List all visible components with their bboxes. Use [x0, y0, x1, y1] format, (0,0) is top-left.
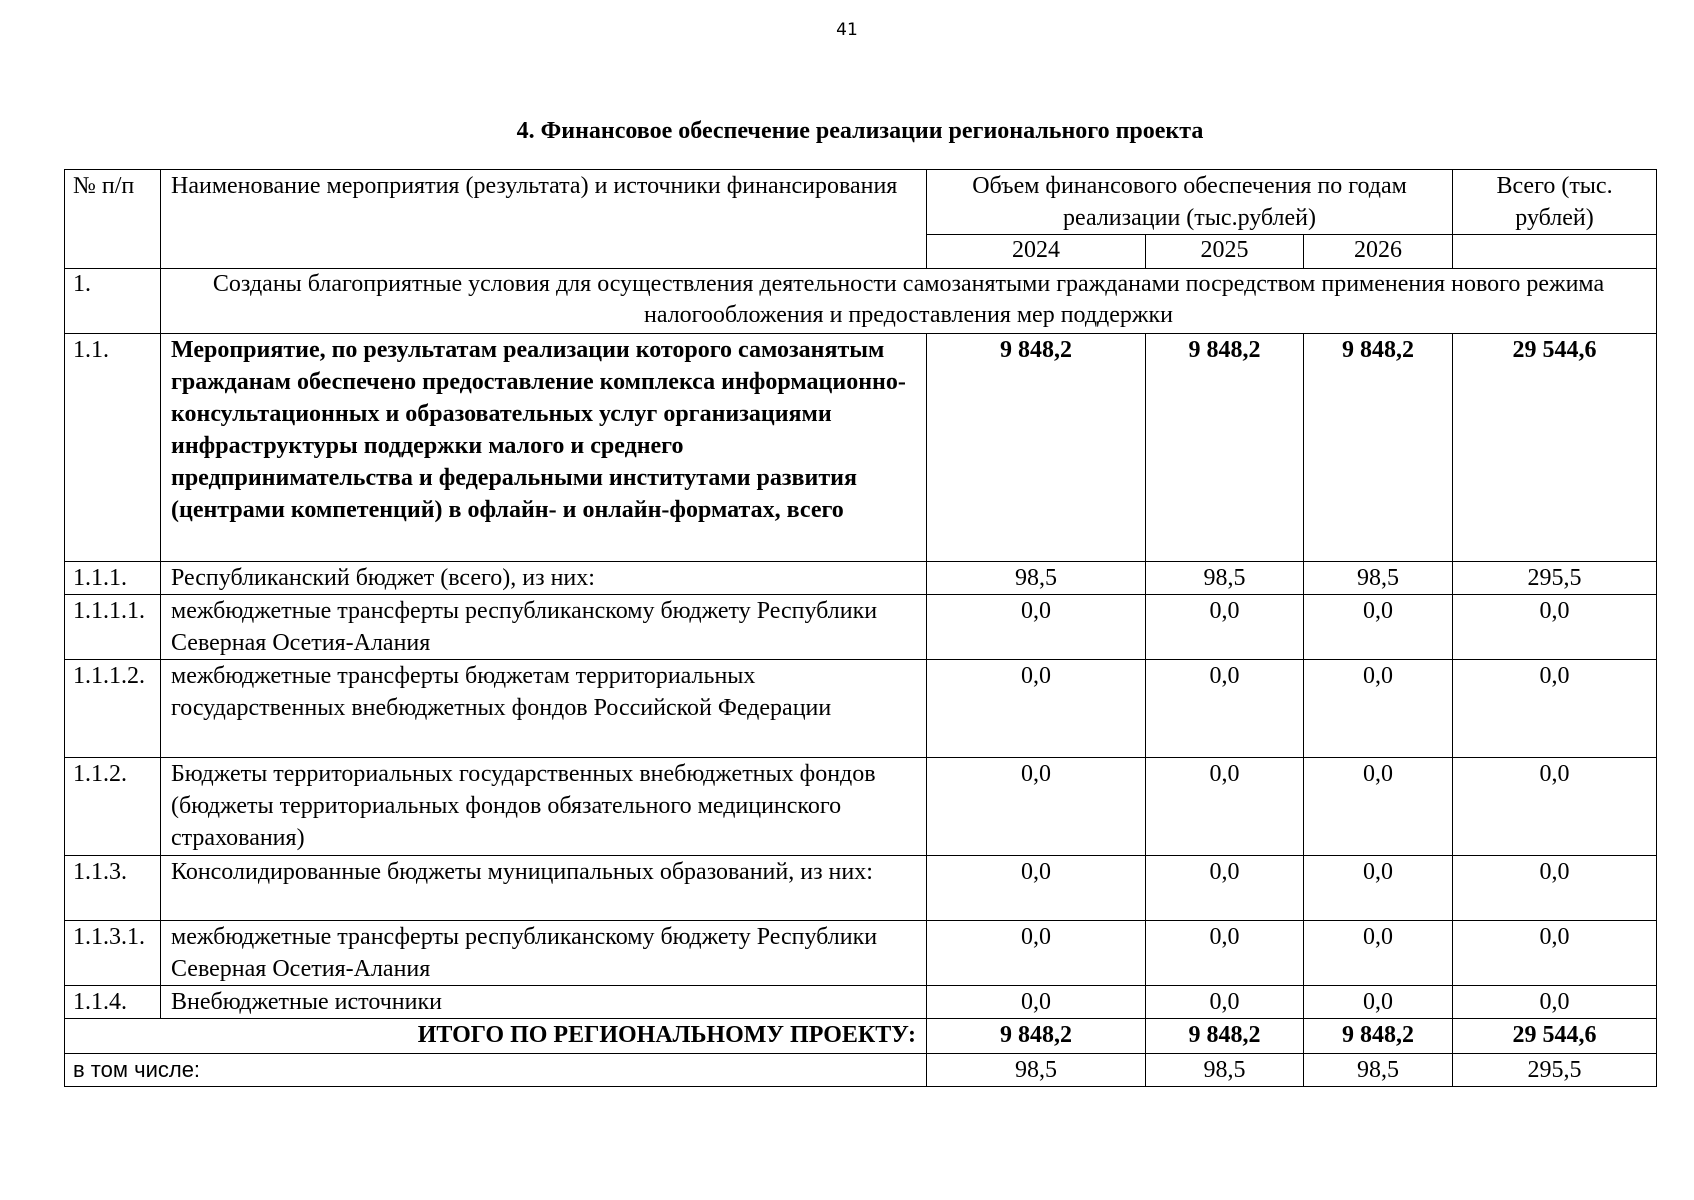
table-row	[65, 921, 1657, 986]
row-value-2024: 0,0	[927, 921, 1146, 986]
header-year-2024: 2024	[927, 235, 1146, 269]
including-value-2024: 98,5	[927, 1054, 1146, 1087]
header-num: № п/п	[65, 170, 161, 269]
header-name: Наименование мероприятия (результата) и источники финансирования	[161, 170, 927, 269]
total-label: ИТОГО ПО РЕГИОНАЛЬНОМУ ПРОЕКТУ:	[65, 1019, 927, 1054]
row-value-2024: 0,0	[927, 758, 1146, 856]
including-row	[65, 1054, 1657, 1087]
total-value-2025: 9 848,2	[1146, 1019, 1304, 1054]
row-value-2024: 9 848,2	[927, 334, 1146, 562]
row-value-2026: 0,0	[1304, 758, 1453, 856]
including-label: в том числе:	[65, 1054, 927, 1087]
row-name: Внебюджетные источники	[161, 986, 927, 1019]
row-num: 1.1.1.2.	[65, 660, 161, 758]
row-name: межбюджетные трансферты бюджетам территориальных государственных внебюджетных фондов Российской Федерации	[161, 660, 927, 758]
row-num: 1.1.1.	[65, 562, 161, 595]
row-num: 1.1.1.1.	[65, 595, 161, 660]
table-row	[65, 856, 1657, 921]
row-value-2025: 0,0	[1146, 856, 1304, 921]
row-name: межбюджетные трансферты республиканскому бюджету Республики Северная Осетия-Алания	[161, 921, 927, 986]
row-name: Мероприятие, по результатам реализации которого самозанятым гражданам обеспечено предоставление комплекса информационно-консультационных и образовательных услуг организациями инфраструктуры поддержки малого и среднего предпринимательства и федеральными институтами развития (центрами компетенций) в офлайн- и онлайн-форматах, всего	[161, 334, 927, 562]
row-value-2025: 9 848,2	[1146, 334, 1304, 562]
row-value-total: 29 544,6	[1453, 334, 1657, 562]
row-value-2024: 0,0	[927, 595, 1146, 660]
page-number: 41	[836, 20, 858, 40]
header-total: Всего (тыс. рублей)	[1453, 170, 1657, 235]
total-row	[65, 1019, 1657, 1054]
row-value-total: 0,0	[1453, 921, 1657, 986]
header-volume: Объем финансового обеспечения по годам реализации (тыс.рублей)	[927, 170, 1453, 235]
row-value-2026: 0,0	[1304, 856, 1453, 921]
table-row	[65, 562, 1657, 595]
section-row	[65, 269, 1657, 334]
row-value-total: 0,0	[1453, 660, 1657, 758]
row-value-2024: 0,0	[927, 856, 1146, 921]
row-num: 1.1.3.1.	[65, 921, 161, 986]
row-value-2025: 0,0	[1146, 986, 1304, 1019]
including-value-2026: 98,5	[1304, 1054, 1453, 1087]
row-name: Республиканский бюджет (всего), из них:	[161, 562, 927, 595]
table-row	[65, 595, 1657, 660]
section-num: 1.	[65, 269, 161, 334]
financing-table	[64, 169, 1657, 1087]
row-value-total: 0,0	[1453, 758, 1657, 856]
including-value-2025: 98,5	[1146, 1054, 1304, 1087]
row-value-2025: 0,0	[1146, 595, 1304, 660]
total-value-2024: 9 848,2	[927, 1019, 1146, 1054]
row-value-2025: 0,0	[1146, 660, 1304, 758]
table-row	[65, 758, 1657, 856]
row-num: 1.1.3.	[65, 856, 161, 921]
row-value-2026: 0,0	[1304, 986, 1453, 1019]
row-value-2024: 98,5	[927, 562, 1146, 595]
header-year-2025: 2025	[1146, 235, 1304, 269]
document-title: 4. Финансовое обеспечение реализации регионального проекта	[516, 118, 1204, 144]
row-num: 1.1.2.	[65, 758, 161, 856]
row-value-2026: 0,0	[1304, 660, 1453, 758]
total-value-total: 29 544,6	[1453, 1019, 1657, 1054]
row-value-2025: 98,5	[1146, 562, 1304, 595]
row-name: межбюджетные трансферты республиканскому бюджету Республики Северная Осетия-Алания	[161, 595, 927, 660]
row-name: Консолидированные бюджеты муниципальных образований, из них:	[161, 856, 927, 921]
row-value-total: 0,0	[1453, 986, 1657, 1019]
row-value-2026: 0,0	[1304, 921, 1453, 986]
row-value-2025: 0,0	[1146, 921, 1304, 986]
row-value-total: 295,5	[1453, 562, 1657, 595]
header-row	[65, 170, 1657, 235]
header-total-empty	[1453, 235, 1657, 269]
total-value-2026: 9 848,2	[1304, 1019, 1453, 1054]
row-num: 1.1.	[65, 334, 161, 562]
section-text: Созданы благоприятные условия для осуществления деятельности самозанятыми гражданами посредством применения нового режима налогообложения и предоставления мер поддержки	[161, 269, 1657, 334]
row-value-2025: 0,0	[1146, 758, 1304, 856]
table-row	[65, 986, 1657, 1019]
header-year-2026: 2026	[1304, 235, 1453, 269]
including-value-total: 295,5	[1453, 1054, 1657, 1087]
row-name: Бюджеты территориальных государственных внебюджетных фондов (бюджеты территориальных фондов обязательного медицинского страхования)	[161, 758, 927, 856]
row-value-total: 0,0	[1453, 595, 1657, 660]
row-value-total: 0,0	[1453, 856, 1657, 921]
row-num: 1.1.4.	[65, 986, 161, 1019]
table-row	[65, 660, 1657, 758]
row-value-2026: 9 848,2	[1304, 334, 1453, 562]
row-value-2024: 0,0	[927, 660, 1146, 758]
row-value-2024: 0,0	[927, 986, 1146, 1019]
row-value-2026: 0,0	[1304, 595, 1453, 660]
row-value-2026: 98,5	[1304, 562, 1453, 595]
table-row	[65, 334, 1657, 562]
